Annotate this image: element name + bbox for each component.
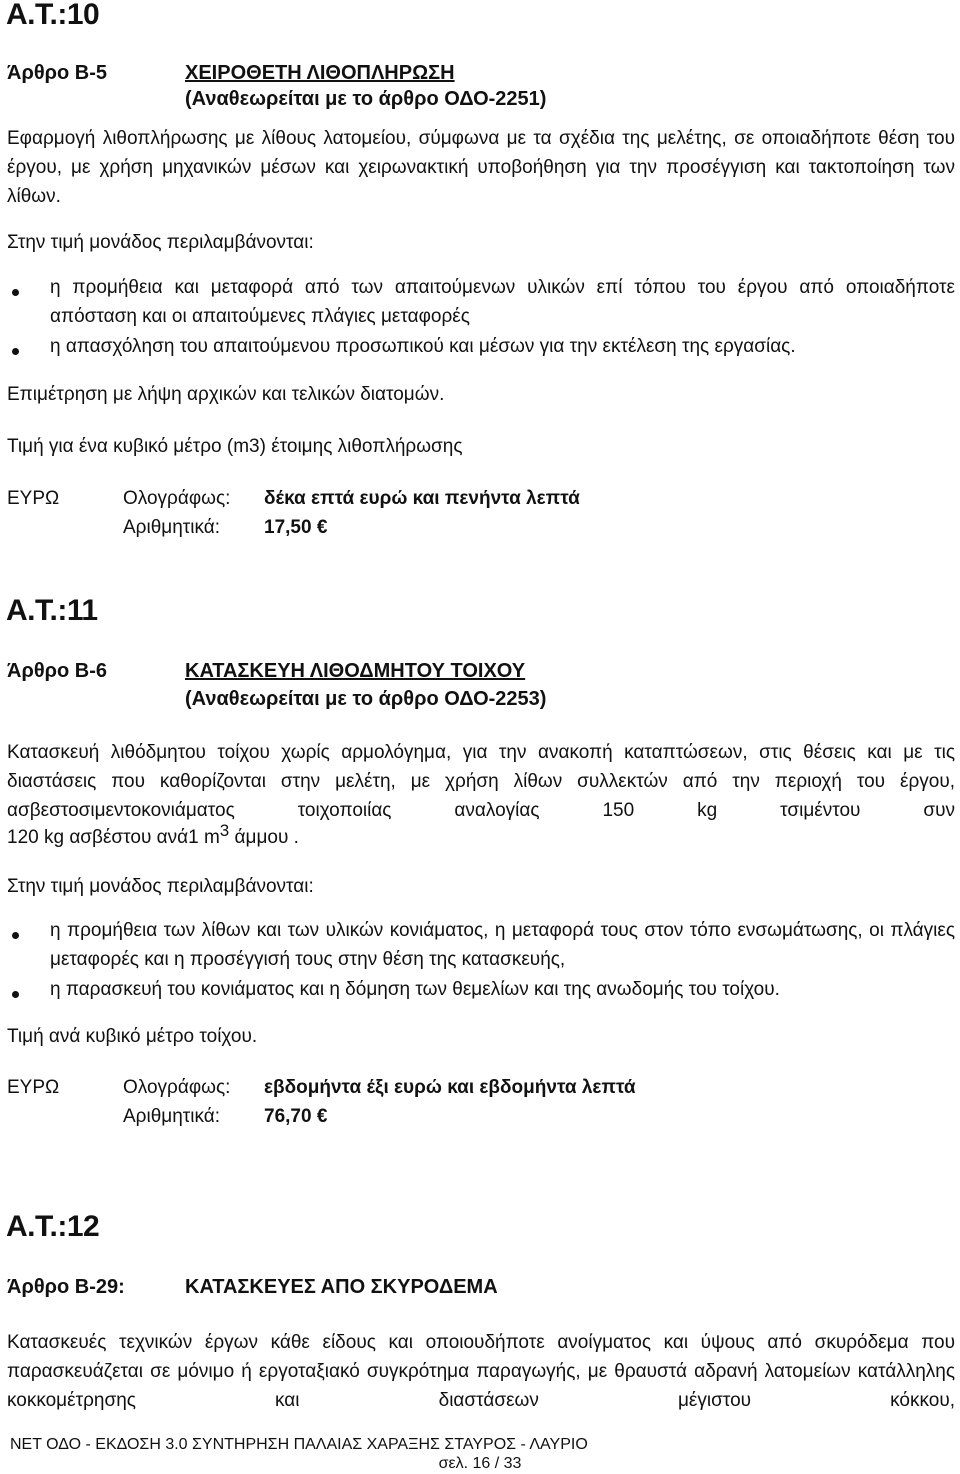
- at11-numeric-label: Αριθμητικά:: [123, 1106, 221, 1127]
- footer-project: ΝΕΤ ΟΔΟ - ΕΚΔΟΣΗ 3.0 ΣΥΝΤΗΡΗΣΗ ΠΑΛΑΙΑΣ ΧΑΡΑΞΗΣ ΣΤΑΥΡΟΣ - ΛΑΥΡΙΟ: [10, 1436, 588, 1453]
- at11-bullet-1: η προμήθεια των λίθων και των υλικών κονιάματος, η μεταφορά τους στον τόπο ενσωμάτωσης, οι πλάγιες μεταφορές και η προσέγγισή τους στην θέση της κατασκευής,: [50, 920, 955, 970]
- at11-title: ΚΑΤΑΣΚΕΥΗ ΛΙΘΟΔΜΗΤΟΥ ΤΟΙΧΟΥ: [185, 660, 526, 682]
- at10-subtitle: (Αναθεωρείται με το άρθρο ΟΔΟ-2251): [185, 88, 547, 110]
- at11-numeric-value: 76,70 €: [264, 1106, 328, 1127]
- at10-bullet-2: η απασχόληση του απαιτούμενου προσωπικού και μέσων για την εκτέλεση της εργασίας.: [50, 336, 796, 357]
- at10-currency: ΕΥΡΩ: [7, 488, 60, 509]
- at12-article: Άρθρο Β-29:: [7, 1276, 125, 1298]
- at11-unit-price-label: Τιμή ανά κυβικό μέτρο τοίχου.: [7, 1026, 258, 1047]
- at11-includes-label: Στην τιμή μονάδος περιλαμβάνονται:: [7, 876, 314, 897]
- bullet-icon: [12, 932, 19, 939]
- at11-currency: ΕΥΡΩ: [7, 1077, 60, 1098]
- at10-unit-price-label: Τιμή για ένα κυβικό μέτρο (m3) έτοιμης λιθοπλήρωσης: [7, 436, 463, 457]
- bullet-icon: [12, 348, 19, 355]
- at10-includes-label: Στην τιμή μονάδος περιλαμβάνονται:: [7, 232, 314, 253]
- bullet-icon: [12, 289, 19, 296]
- at12-heading: Α.Τ.:12: [6, 1210, 100, 1243]
- at11-description: Κατασκευή λιθόδμητου τοίχου χωρίς αρμολόγημα, για την ανακοπή καταπτώσεων, στις θέσεις και με τις διαστάσεις που καθορίζονται στην μελέτη, με χρήση λίθων συλλεκτών από την περιοχή του έργου, ασβεστοσιμεντοκονιάματος τοιχοποιίας αναλογίας 150 kg τσιμέντου συν: [7, 742, 955, 821]
- at10-words-label: Ολογράφως:: [123, 488, 231, 509]
- at10-description: Εφαρμογή λιθοπλήρωσης με λίθους λατομείου, σύμφωνα με τα σχέδια της μελέτης, σε οποιαδήποτε θέση του έργου, με χρήση μηχανικών μέσων και χειρωνακτική υποβοήθηση για την προσέγγιση και τακτοποίηση των λίθων.: [7, 128, 955, 207]
- at10-heading: Α.Τ.:10: [6, 0, 100, 31]
- at11-words-label: Ολογράφως:: [123, 1077, 231, 1098]
- at12-title: ΚΑΤΑΣΚΕΥΕΣ ΑΠΟ ΣΚΥΡΟΔΕΜΑ: [185, 1276, 498, 1298]
- at10-bullet-1: η προμήθεια και μεταφορά από των απαιτούμενων υλικών επί τόπου του έργου από οποιαδήποτε απόσταση και οι απαιτούμενες πλάγιες μεταφορές: [50, 277, 955, 327]
- at11-description-tail: [7, 823, 299, 852]
- at11-article: Άρθρο Β-6: [7, 660, 107, 682]
- at11-bullet-2: η παρασκευή του κονιάματος και η δόμηση των θεμελίων και της ανωδομής του τοίχου.: [50, 979, 780, 1000]
- at10-words-value: δέκα επτά ευρώ και πενήντα λεπτά: [264, 488, 580, 509]
- at11-description-tail-b: άμμου .: [229, 827, 299, 848]
- bullet-icon: [12, 991, 19, 998]
- at10-measurement: Επιμέτρηση με λήψη αρχικών και τελικών διατομών.: [7, 384, 445, 405]
- at10-numeric-label: Αριθμητικά:: [123, 517, 221, 538]
- at11-description-sup: 3: [219, 821, 230, 840]
- at10-article: Άρθρο Β-5: [7, 62, 107, 84]
- at10-numeric-value: 17,50 €: [264, 517, 328, 538]
- at11-heading: Α.Τ.:11: [6, 594, 98, 627]
- at11-description-tail-a: 120 kg ασβέστου ανά1 m: [7, 827, 220, 848]
- at11-words-value: εβδομήντα έξι ευρώ και εβδομήντα λεπτά: [264, 1077, 636, 1098]
- at11-subtitle: (Αναθεωρείται με το άρθρο ΟΔΟ-2253): [185, 688, 547, 710]
- at10-title: ΧΕΙΡΟΘΕΤΗ ΛΙΘΟΠΛΗΡΩΣΗ: [185, 62, 455, 84]
- footer-page-number: σελ. 16 / 33: [438, 1455, 522, 1472]
- at12-description: Κατασκευές τεχνικών έργων κάθε είδους και οποιουδήποτε ανοίγματος και ύψους από σκυρόδεμα που παρασκευάζεται σε μόνιμο ή εργοταξιακό συγκρότημα παραγωγής, με θραυστά αδρανή λατομείων κατάλληλης κοκκομέτρησης και διαστάσεων μέγιστου κόκκου,: [7, 1332, 955, 1411]
